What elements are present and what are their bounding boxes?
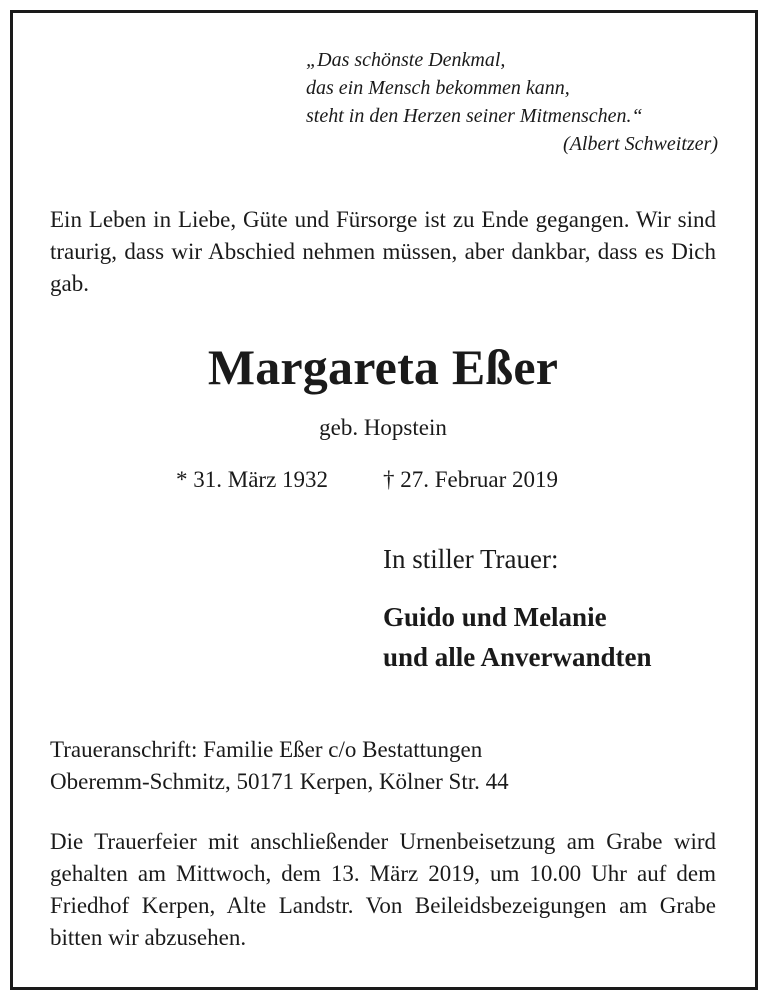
- quote-line: steht in den Herzen seiner Mitmenschen.“: [306, 105, 643, 127]
- mourner-line: und alle Anverwandten: [383, 642, 652, 672]
- mourner-line: Guido und Melanie: [383, 602, 607, 632]
- address-line: Oberemm-Schmitz, 50171 Kerpen, Kölner Str. 44: [50, 769, 509, 794]
- quote-line: das ein Mensch bekommen kann,: [306, 77, 570, 99]
- epigraph-quote: [306, 46, 718, 158]
- mourners: [383, 597, 652, 677]
- mourning-label: In stiller Trauer:: [383, 544, 559, 574]
- quote-author: (Albert Schweitzer): [563, 133, 718, 155]
- mourning-address: [50, 734, 509, 798]
- death-date: † 27. Februar 2019: [383, 467, 559, 492]
- ceremony-text: Die Trauerfeier mit anschließender Urnenbeisetzung am Grabe wird gehalten am Mittwoch, dem 13. März 2019, um 10.00 Uhr auf dem Friedhof Kerpen, Alte Landstr. Von Beileidsbezeigungen am Grabe bitten wir abzusehen.: [50, 829, 716, 950]
- birth-date: * 31. März 1932: [176, 467, 329, 492]
- intro-text: Ein Leben in Liebe, Güte und Fürsorge ist zu Ende gegangen. Wir sind traurig, dass wir Abschied nehmen müssen, aber dankbar, dass es Dich gab.: [50, 207, 716, 296]
- address-line: Traueranschrift: Familie Eßer c/o Bestattungen: [50, 737, 483, 762]
- deceased-name: Margareta Eßer: [207, 339, 559, 395]
- birth-name: geb. Hopstein: [319, 415, 447, 440]
- quote-line: „Das schönste Denkmal,: [306, 49, 506, 71]
